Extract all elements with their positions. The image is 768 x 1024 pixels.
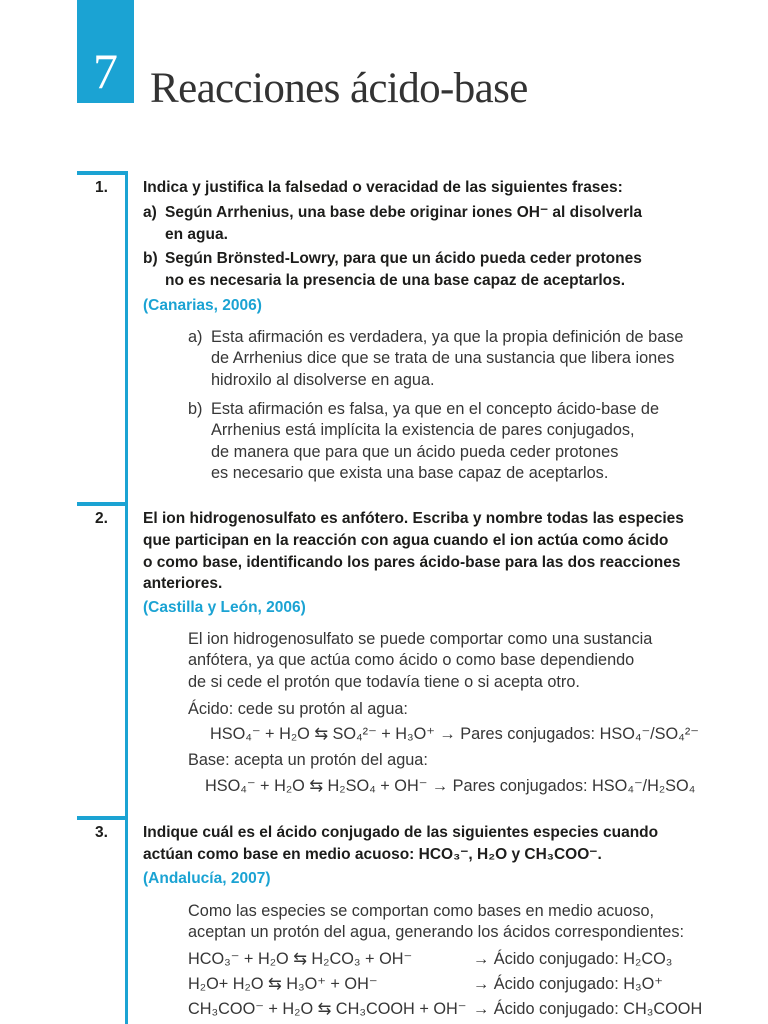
answer-line: es necesario que exista una base capaz de aceptarlos. [211, 463, 609, 482]
question-number: 2. [95, 510, 108, 527]
answer-text [211, 399, 659, 484]
prompt-line: Indique cuál es el ácido conjugado de las siguientes especies cuando [143, 824, 659, 841]
conjugate-acid-result: → Ácido conjugado: CH₃COOH [473, 1000, 703, 1018]
reaction-equation: CH₃COO⁻ + H₂O ⇆ CH₃COOH + OH⁻ [188, 1000, 467, 1018]
conjugate-acid-result: → Ácido conjugado: H₃O⁺ [473, 975, 663, 993]
answer-line: El ion hidrogenosulfato se puede comportar como una sustancia [188, 630, 653, 648]
chapter-tab [77, 0, 134, 103]
answer-paragraph [188, 629, 652, 693]
statement-line: en agua. [165, 225, 228, 243]
question-2-rule [77, 502, 128, 506]
prompt-line: Indica y justifica la falsedad o veracidad de las siguientes frases: [143, 179, 623, 196]
statement-line: Según Arrhenius, una base debe originar iones OH⁻ al disolverla [165, 204, 643, 221]
answer-line: de si cede el protón que todavía tiene o si acepta otro. [188, 672, 580, 691]
answer-b [188, 399, 659, 484]
question-prompt [143, 822, 658, 866]
answer-line: aceptan un protón del agua, generando los ácidos correspondientes: [188, 923, 685, 942]
prompt-line: El ion hidrogenosulfato es anfótero. Escriba y nombre todas las especies [143, 510, 684, 527]
chapter-number: 7 [93, 43, 118, 99]
acid-equation: HSO₄⁻ + H₂O ⇆ SO₄²⁻ + H₃O⁺ → Pares conjugados: HSO₄⁻/SO₄²⁻ [210, 725, 699, 743]
answer-line: hidroxilo al disolverse en agua. [211, 370, 435, 389]
answer-line: anfótera, ya que actúa como ácido o como base dependiendo [188, 651, 635, 670]
question-3-rule [77, 816, 128, 820]
question-source: (Canarias, 2006) [143, 297, 262, 314]
statement-line: Según Brönsted-Lowry, para que un ácido pueda ceder protones [165, 250, 642, 267]
answer-label: a) [188, 328, 203, 346]
question-number: 3. [95, 824, 108, 841]
answer-text [211, 327, 683, 391]
answer-line: Esta afirmación es falsa, ya que en el concepto ácido-base de [211, 400, 660, 418]
statement-label: b) [143, 250, 158, 267]
reaction-equation: H₂O+ H₂O ⇆ H₃O⁺ + OH⁻ [188, 975, 378, 993]
answer-line: Esta afirmación es verdadera, ya que la propia definición de base [211, 328, 684, 346]
answer-line: Arrhenius está implícita la existencia de pares conjugados, [211, 421, 635, 440]
answer-a [188, 327, 683, 391]
question-number: 1. [95, 179, 108, 196]
question-prompt [143, 177, 623, 199]
statement-label: a) [143, 204, 157, 221]
chapter-title: Reacciones ácido-base [150, 65, 528, 112]
statement-b [143, 248, 642, 292]
prompt-line: anteriores. [143, 575, 223, 593]
answer-line: de Arrhenius dice que se trata de una sustancia que libera iones [211, 349, 675, 368]
conjugate-acid-result: → Ácido conjugado: H₂CO₃ [473, 950, 673, 968]
answer-label: b) [188, 400, 203, 418]
prompt-line: o como base, identificando los pares ácido-base para las dos reacciones [143, 553, 681, 571]
question-source: (Andalucía, 2007) [143, 870, 271, 887]
question-source: (Castilla y León, 2006) [143, 599, 306, 616]
statement-line: no es necesaria la presencia de una base capaz de aceptarlos. [165, 271, 626, 289]
statement-text [165, 248, 642, 292]
statement-a [143, 202, 642, 246]
answer-line: Como las especies se comportan como bases en medio acuoso, [188, 902, 655, 920]
acid-label: Ácido: cede su protón al agua: [188, 700, 408, 718]
reaction-equation: HCO₃⁻ + H₂O ⇆ H₂CO₃ + OH⁻ [188, 950, 413, 968]
statement-text [165, 202, 642, 246]
question-prompt [143, 508, 684, 595]
question-1-rule [77, 171, 128, 175]
margin-rule [125, 171, 128, 1024]
prompt-line: actúan como base en medio acuoso: HCO₃⁻, H₂O y CH₃COO⁻. [143, 845, 602, 863]
base-label: Base: acepta un protón del agua: [188, 751, 428, 769]
base-equation: HSO₄⁻ + H₂O ⇆ H₂SO₄ + OH⁻ → Pares conjugados: HSO₄⁻/H₂SO₄ [205, 777, 696, 795]
answer-line: de manera que para que un ácido pueda ceder protones [211, 442, 619, 461]
prompt-line: que participan en la reacción con agua cuando el ion actúa como ácido [143, 531, 669, 549]
answer-intro [188, 901, 684, 944]
